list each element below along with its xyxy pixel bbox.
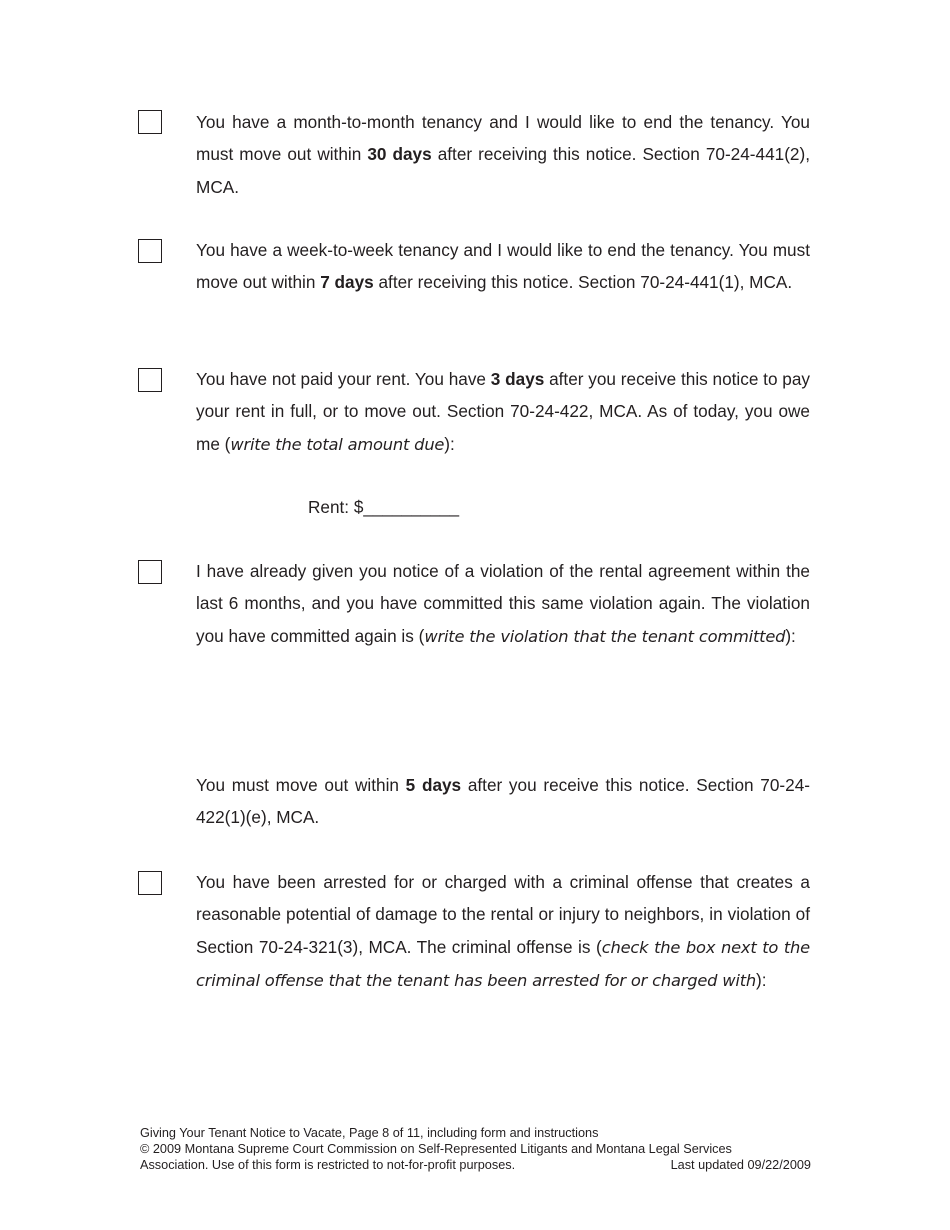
- repeat-violation-checkbox[interactable]: [138, 560, 162, 584]
- criminal-offense-paragraph: You have been arrested for or charged with a criminal offense that creates a reasonable potential of damage to the rental or injury to neighbors, in violation of Section 70-24-321(3), MCA. The criminal offense is (check the box next to the criminal offense that the tenant has been arrested for or charged with):: [196, 872, 810, 990]
- footer-restriction: Association. Use of this form is restricted to not-for-profit purposes.: [140, 1158, 516, 1172]
- repeat-violation-paragraph: I have already given you notice of a violation of the rental agreement within the last 6 months, and you have committed this same violation again. The violation you have committed again is (write the violation that the tenant committed):: [196, 561, 810, 646]
- unpaid-rent-checkbox[interactable]: [138, 368, 162, 392]
- month-to-month-checkbox[interactable]: [138, 110, 162, 134]
- footer-copyright: © 2009 Montana Supreme Court Commission on Self-Represented Litigants and Montana Legal Services: [140, 1142, 732, 1156]
- criminal-offense-checkbox[interactable]: [138, 871, 162, 895]
- rent-amount-field[interactable]: Rent: $__________: [308, 497, 460, 517]
- footer-title: Giving Your Tenant Notice to Vacate, Page 8 of 11, including form and instructions: [140, 1126, 599, 1140]
- footer-last-row: [140, 1157, 811, 1173]
- week-to-week-checkbox[interactable]: [138, 239, 162, 263]
- week-to-week-paragraph: You have a week-to-week tenancy and I would like to end the tenancy. You must move out within 7 days after receiving this notice. Section 70-24-441(1), MCA.: [196, 240, 810, 293]
- footer-updated: Last updated 09/22/2009: [670, 1158, 811, 1172]
- month-to-month-paragraph: You have a month-to-month tenancy and I would like to end the tenancy. You must move out within 30 days after receiving this notice. Section 70-24-441(2), MCA.: [196, 112, 810, 197]
- unpaid-rent-paragraph: You have not paid your rent. You have 3 days after you receive this notice to pay your rent in full, or to move out. Section 70-24-422, MCA. As of today, you owe me (write the total amount due):: [196, 369, 811, 454]
- move-out-5-days-paragraph: You must move out within 5 days after you receive this notice. Section 70-24-422(1)(e), MCA.: [196, 775, 810, 828]
- page-footer: [140, 1125, 811, 1173]
